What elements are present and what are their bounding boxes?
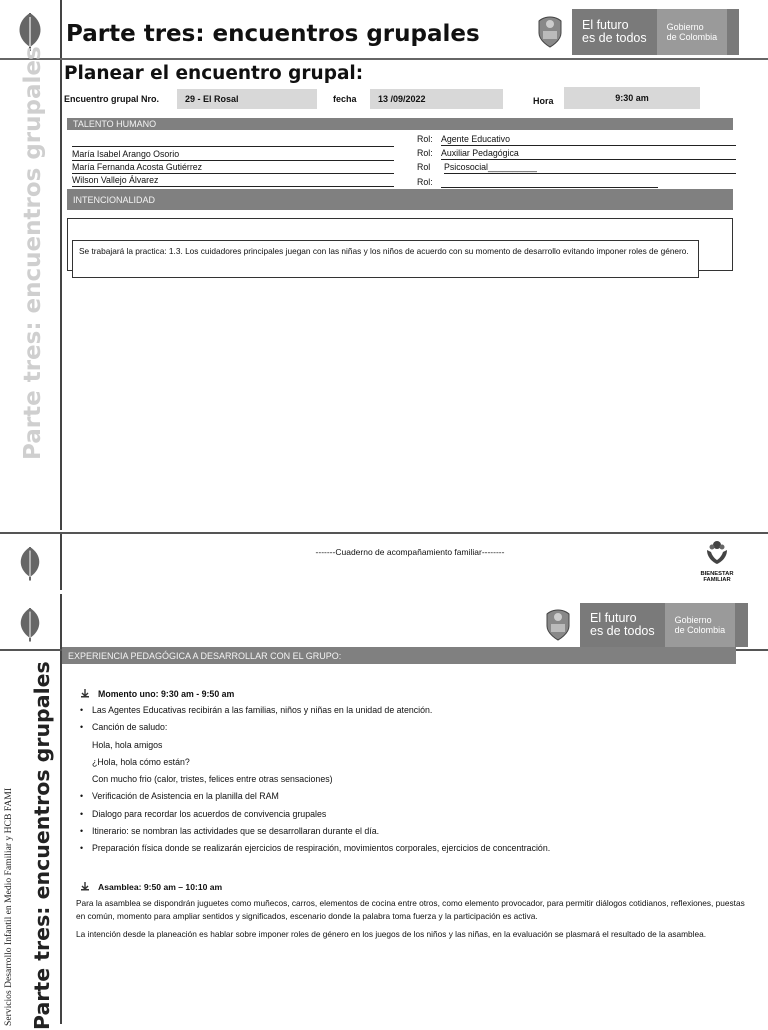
gov-logo-line1: El futuro [590, 611, 637, 625]
fecha-label: fecha [333, 94, 357, 104]
asamblea-paragraph-1: Para la asamblea se dispondrán juguetes como muñecos, carros, elementos de cocina entre otros, como elemento provocador, para permitir diálogos cotidianos, reflexiones, puestas en común, momento para ampliar sentidos y significados, escenario donde la palabra toma fuerza y la participación es activa. [76, 898, 745, 921]
role-value: Psicosocial__________ [444, 162, 736, 174]
experiencia-header: EXPERIENCIA PEDAGÓGICA A DESARROLLAR CON EL GRUPO: [62, 647, 736, 664]
list-item: Hola, hola amigos [92, 739, 163, 750]
list-item: • Itinerario: se nombran las actividades que se desarrollaran durante el día. [80, 826, 380, 837]
bienestar-line2: FAMILIAR [703, 577, 731, 583]
encuentro-field[interactable]: 29 - El Rosal [177, 89, 317, 109]
page1-header-rule [0, 58, 768, 60]
asamblea-paragraph-2: La intención desde la planeación es hablar sobre imponer roles de género en los juegos de los niños y las niñas, en la evaluación se plasmará el resultado de la asamblea. [76, 929, 707, 939]
arrow-bullet-icon [80, 688, 98, 700]
list-item: • Dialogo para recordar los acuerdos de convivencia grupales [80, 808, 327, 819]
arrow-bullet-icon [80, 881, 98, 893]
page1-footer-divider [60, 534, 62, 590]
role-value: Auxiliar Pedagógica [441, 148, 736, 160]
list-item: ¿Hola, hola cómo están? [92, 756, 190, 767]
bienestar-line1: BIENESTAR [700, 571, 734, 577]
list-item: • Las Agentes Educativas recibirán a las familias, niños y niñas en la unidad de atención. [80, 705, 433, 715]
list-item: • Preparación física donde se realizarán ejercicios de respiración, movimientos corporales, ejercicios de concentración. [80, 843, 551, 854]
fecha-field[interactable]: 13 /09/2022 [370, 89, 503, 109]
hora-label: Hora [533, 96, 554, 106]
leaf-logo-icon [0, 596, 60, 650]
momento-uno-title: Momento uno: 9:30 am - 9:50 am [80, 688, 234, 700]
gov-logo-line2: es de todos [582, 31, 647, 45]
gov-logo-line1: El futuro [582, 18, 629, 32]
page2-header-divider [60, 594, 62, 650]
bienestar-hands-icon [703, 538, 731, 566]
side-watermark: Parte tres: encuentros grupales [20, 46, 46, 460]
page-footer: -------Cuaderno de acompañamiento familiar-------- [315, 547, 505, 557]
list-item: • Canción de saludo: [80, 722, 168, 733]
hora-field[interactable]: 9:30 am [564, 87, 700, 109]
list-item: • Verificación de Asistencia en la planilla del RAM [80, 791, 279, 802]
colombia-shield-icon [536, 603, 580, 647]
momento-uno-list [80, 702, 550, 858]
gov-logo-gov2: de Colombia [666, 32, 718, 42]
person-name: Wilson Vallejo Álvarez [72, 175, 394, 187]
page1-footer-rule [0, 532, 768, 534]
bienestar-familiar-logo [694, 538, 740, 583]
gov-logo-page1 [528, 9, 739, 55]
intencionalidad-text: Se trabajará la practica: 1.3. Los cuidadores principales juegan con las niñas y los niños de acuerdo con su momento de desarrollo evitando imponer roles de género. [72, 240, 699, 278]
list-item: Con mucho frio (calor, tristes, felices entre otras sensaciones) [92, 774, 333, 785]
role-label: Rol: [417, 134, 433, 144]
page1-left-border [60, 0, 62, 530]
page-title: Parte tres: encuentros grupales [66, 21, 480, 47]
person-blank-line [72, 134, 394, 147]
side-title: Parte tres: encuentros grupales [30, 661, 54, 1030]
asamblea-title: Asamblea: 9:50 am – 10:10 am [80, 881, 222, 893]
gov-logo-line2: es de todos [590, 624, 655, 638]
colombia-shield-icon [528, 9, 572, 55]
role-label: Rol: [417, 177, 433, 187]
gov-logo-gov2: de Colombia [674, 625, 726, 635]
person-name: María Isabel Arango Osorio [72, 149, 394, 161]
person-name: María Fernanda Acosta Gutiérrez [72, 162, 394, 174]
talento-humano-header: TALENTO HUMANO [67, 118, 733, 130]
gov-logo-gov1: Gobierno [674, 615, 712, 625]
intencionalidad-header: INTENCIONALIDAD [67, 189, 733, 210]
section-subtitle: Planear el encuentro grupal: [64, 63, 364, 84]
gov-logo-gov1: Gobierno [666, 22, 704, 32]
leaf-logo-icon [0, 534, 60, 590]
gov-logo-page2 [536, 603, 748, 647]
side-subtitle: Servicios Desarrollo Infantil en Medio Familiar y HCB FAMI [3, 787, 14, 1026]
role-label: Rol: [417, 148, 433, 158]
page2-left-border [60, 651, 62, 1024]
role-value [441, 176, 658, 188]
role-label: Rol [417, 162, 431, 172]
role-value: Agente Educativo [441, 134, 736, 146]
encuentro-label: Encuentro grupal Nro. [64, 94, 160, 104]
